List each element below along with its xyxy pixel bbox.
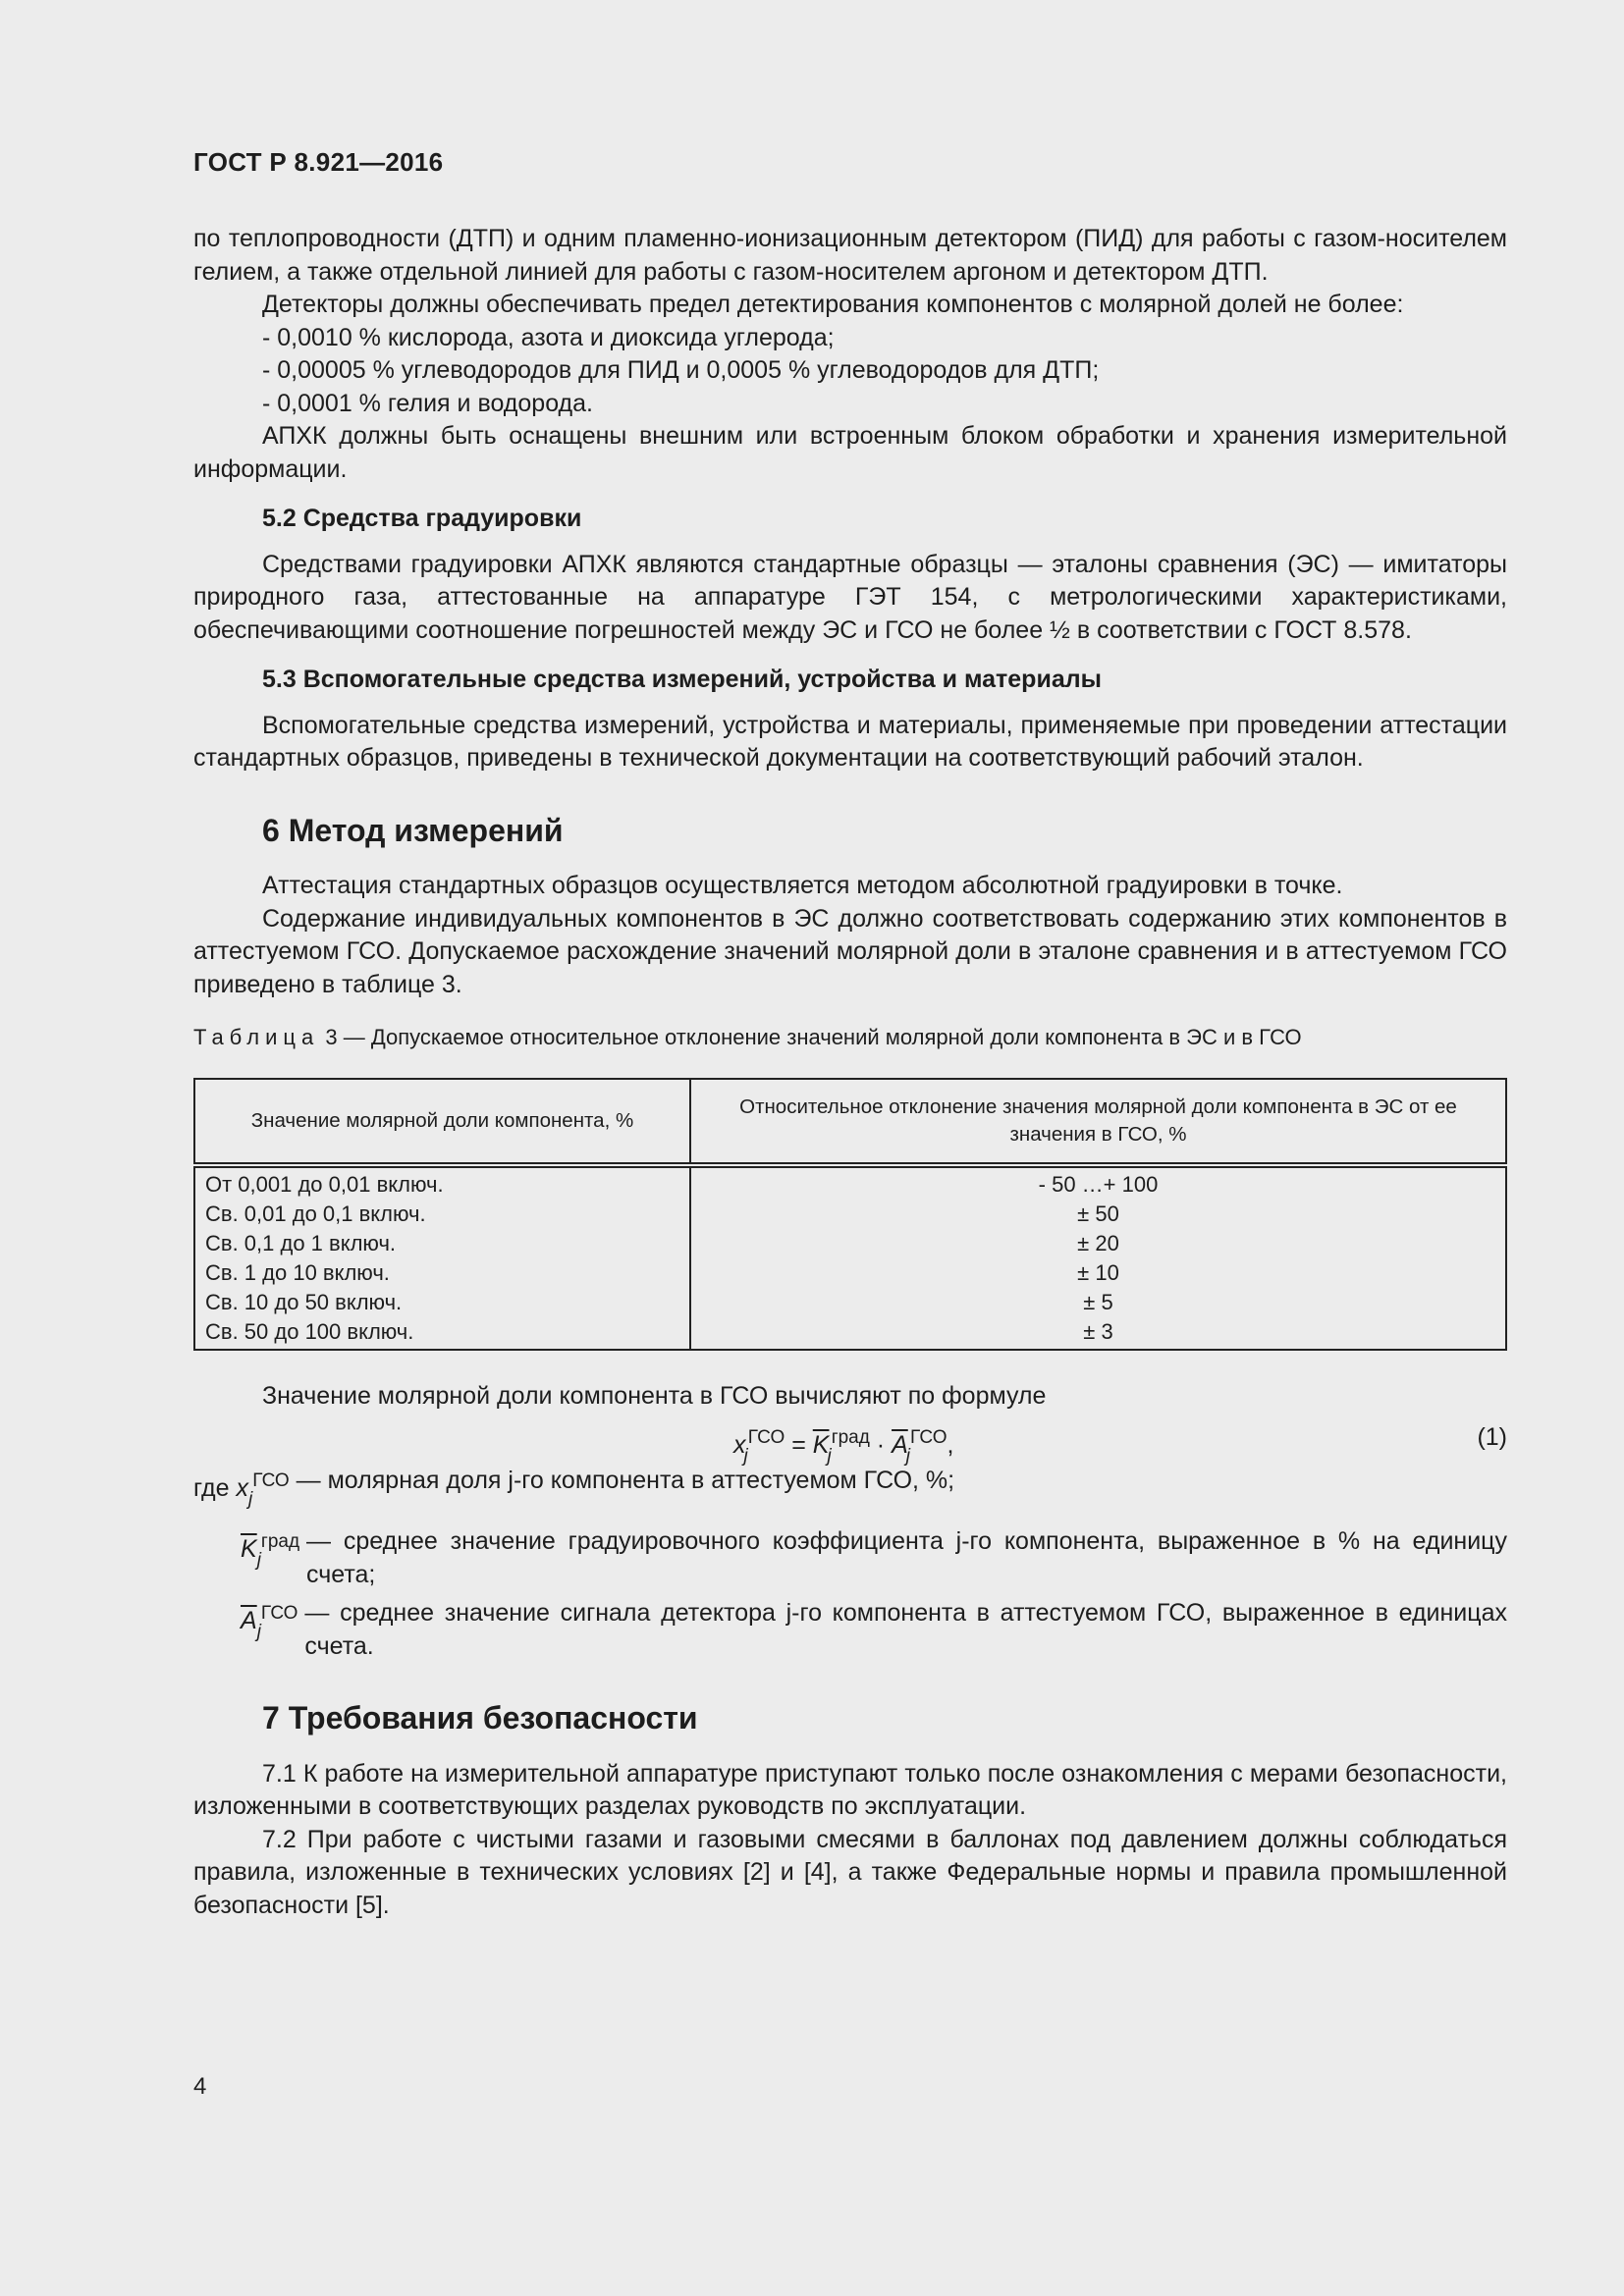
table-3 — [193, 1078, 1507, 1351]
table-cell-range: От 0,001 до 0,01 включ. — [194, 1165, 690, 1200]
paragraph-continuation: по теплопроводности (ДТП) и одним пламенно-ионизационным детектором (ПИД) для работы с газом-носителем гелием, а также отдельной линией для работы с газом-носителем аргоном и детектором ДТП. — [193, 225, 1507, 286]
list-item: - 0,0001 % гелия и водорода. — [262, 389, 593, 417]
table-cell-range: Св. 10 до 50 включ. — [194, 1288, 690, 1317]
paragraph-apxk: АПХК должны быть оснащены внешним или встроенным блоком обработки и хранения измерительной информации. — [193, 422, 1507, 483]
table-cell-deviation: ± 10 — [690, 1258, 1506, 1288]
formula-1: $x_j^{ГСО} = \overline{K}_j^{град} \cdot \overline{A}_j^{ГСО}$, — [733, 1426, 954, 1467]
table-header-col1: Значение молярной доли компонента, % — [194, 1079, 690, 1165]
table-row — [194, 1229, 1506, 1258]
section-heading-7: 7 Требования безопасности — [262, 1700, 698, 1735]
paragraph-6-1: Аттестация стандартных образцов осуществляется методом абсолютной градуировки в точке. — [262, 872, 1343, 899]
table-row — [194, 1317, 1506, 1350]
table-cell-range: Св. 0,01 до 0,1 включ. — [194, 1200, 690, 1229]
table-caption-word: Таблица — [193, 1025, 320, 1049]
section-heading-5-2: 5.2 Средства градуировки — [262, 505, 582, 532]
table-cell-range: Св. 1 до 10 включ. — [194, 1258, 690, 1288]
table-caption-text: 3 — Допускаемое относительное отклонение значений молярной доли компонента в ЭС и в ГСО — [325, 1025, 1302, 1049]
paragraph-6-2: Содержание индивидуальных компонентов в ЭС должно соответствовать содержанию этих компонентов в аттестуемом ГСО. Допускаемое расхождение значений молярной доли в эталоне сравнения и в аттестуемом ГСО приведено в таблице 3. — [193, 904, 1507, 998]
table-cell-deviation: ± 3 — [690, 1317, 1506, 1350]
paragraph-7-2: 7.2 При работе с чистыми газами и газовыми смесями в баллонах под давлением должны соблюдаться правила, изложенные в технических условиях [2] и [4], а также Федеральные нормы и правила промышленной безопасности [5]. — [193, 1825, 1507, 1919]
table-row — [194, 1200, 1506, 1229]
paragraph-detectors: Детекторы должны обеспечивать предел детектирования компонентов с молярной долей не более: — [262, 291, 1404, 318]
table-cell-range: Св. 50 до 100 включ. — [194, 1317, 690, 1350]
definition-x: где $x_j^{ГСО}$ — молярная доля j-го компонента в аттестуемом ГСО, %; — [193, 1466, 955, 1510]
formula-intro: Значение молярной доли компонента в ГСО вычисляют по формуле — [262, 1382, 1047, 1410]
paragraph-7-1: 7.1 К работе на измерительной аппаратуре приступают только после ознакомления с мерами безопасности, изложенными в соответствующих разделах руководств по эксплуатации. — [193, 1759, 1507, 1820]
table-cell-deviation: ± 50 — [690, 1200, 1506, 1229]
table-cell-deviation: ± 5 — [690, 1288, 1506, 1317]
table-row — [194, 1258, 1506, 1288]
paragraph-5-3: Вспомогательные средства измерений, устройства и материалы, применяемые при проведении аттестации стандартных образцов, приведены в технической документации на соответствующий рабочий эталон. — [193, 711, 1507, 772]
list-item: - 0,0010 % кислорода, азота и диоксида углерода; — [262, 323, 835, 351]
paragraph-5-2: Средствами градуировки АПХК являются стандартные образцы — эталоны сравнения (ЭС) — имитаторы природного газа, аттестованные на аппаратуре ГЭТ 154, с метрологическими характеристиками, обеспечивающими соотношение погрешностей между ЭС и ГСО не более ½ в соответствии с ГОСТ 8.578. — [193, 550, 1507, 644]
equation-number: (1) — [1477, 1422, 1507, 1451]
document-body — [193, 223, 1507, 1922]
table-caption — [193, 1023, 1507, 1052]
definition-a: $\overline{A}_j^{ГСО}$ — среднее значение сигнала детектора j-го компонента в аттестуемом ГСО, выраженное в единицах счета. — [241, 1599, 1507, 1660]
formula-line — [193, 1414, 1507, 1470]
table-cell-deviation: - 50 …+ 100 — [690, 1165, 1506, 1200]
document-header: ГОСТ Р 8.921—2016 — [193, 147, 444, 177]
table-header-col2: Относительное отклонение значения молярной доли компонента в ЭС от ее значения в ГСО, % — [690, 1079, 1506, 1165]
section-heading-5-3: 5.3 Вспомогательные средства измерений, устройства и материалы — [262, 666, 1102, 693]
table-row — [194, 1288, 1506, 1317]
table-row — [194, 1165, 1506, 1200]
table-cell-range: Св. 0,1 до 1 включ. — [194, 1229, 690, 1258]
list-item: - 0,00005 % углеводородов для ПИД и 0,0005 % углеводородов для ДТП; — [262, 356, 1100, 384]
table-cell-deviation: ± 20 — [690, 1229, 1506, 1258]
page-number: 4 — [193, 2073, 207, 2100]
definition-k: $\overline{K}_j^{град}$ — среднее значение градуировочного коэффициента j-го компонента, выраженное в % на единицу счета; — [241, 1527, 1507, 1588]
section-heading-6: 6 Метод измерений — [262, 812, 564, 848]
